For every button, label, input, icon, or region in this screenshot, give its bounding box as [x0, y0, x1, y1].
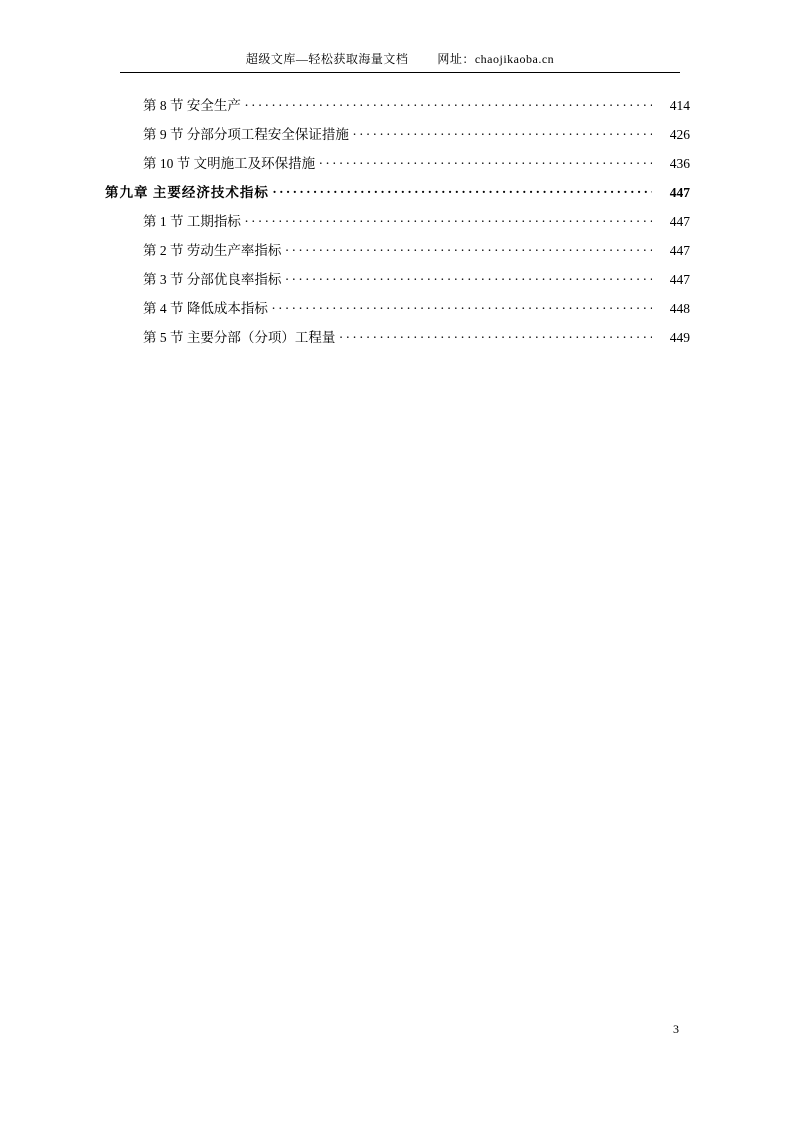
toc-entry-label: 第 3 节 分部优良率指标: [143, 272, 282, 287]
toc-entry-page: 426: [669, 127, 690, 142]
toc-entry[interactable]: [105, 239, 690, 268]
toc-entry[interactable]: [105, 94, 690, 123]
toc-entry-label: 第 5 节 主要分部（分项）工程量: [143, 330, 336, 345]
toc-leader-dots: [285, 271, 652, 284]
toc-leader-dots: [319, 155, 652, 168]
toc-entry-label: 第 10 节 文明施工及环保措施: [143, 156, 316, 171]
toc-leader-dots: [353, 126, 652, 139]
toc-entry-label: 第九章 主要经济技术指标: [105, 185, 269, 200]
toc-leader-dots: [285, 242, 652, 255]
toc-entry-page: 447: [669, 214, 690, 229]
toc-entry-page: 447: [669, 272, 690, 287]
toc-leader-dots: [272, 300, 652, 313]
toc-entry-page: 448: [669, 301, 690, 316]
toc-entry[interactable]: [105, 123, 690, 152]
toc-entry-page: 436: [669, 156, 690, 171]
page-header: [120, 50, 680, 67]
toc-entry-page: 447: [669, 243, 690, 258]
toc-entry[interactable]: [105, 268, 690, 297]
toc-leader-dots: [339, 329, 652, 342]
toc-entry-page: 414: [669, 98, 690, 113]
toc-entry-label: 第 9 节 分部分项工程安全保证措施: [143, 127, 349, 142]
toc-entry[interactable]: [105, 152, 690, 181]
table-of-contents: [105, 94, 690, 355]
toc-entry[interactable]: [105, 326, 690, 355]
toc-entry-page: 447: [669, 185, 690, 200]
toc-entry-label: 第 1 节 工期指标: [143, 214, 241, 229]
toc-entry-label: 第 8 节 安全生产: [143, 98, 241, 113]
toc-entry-label: 第 2 节 劳动生产率指标: [143, 243, 282, 258]
toc-entry-chapter[interactable]: [105, 181, 690, 210]
toc-leader-dots: [245, 97, 652, 110]
header-title: 超级文库—轻松获取海量文档: [245, 52, 409, 66]
toc-entry[interactable]: [105, 210, 690, 239]
toc-entry[interactable]: [105, 297, 690, 326]
toc-entry-page: 449: [669, 330, 690, 345]
toc-entry-label: 第 4 节 降低成本指标: [143, 301, 268, 316]
header-divider: [120, 72, 680, 73]
toc-leader-dots: [245, 213, 652, 226]
page-number: 3: [673, 1022, 679, 1036]
toc-leader-dots: [273, 184, 652, 197]
header-website: 网址：chaojikaoba.cn: [437, 52, 555, 66]
